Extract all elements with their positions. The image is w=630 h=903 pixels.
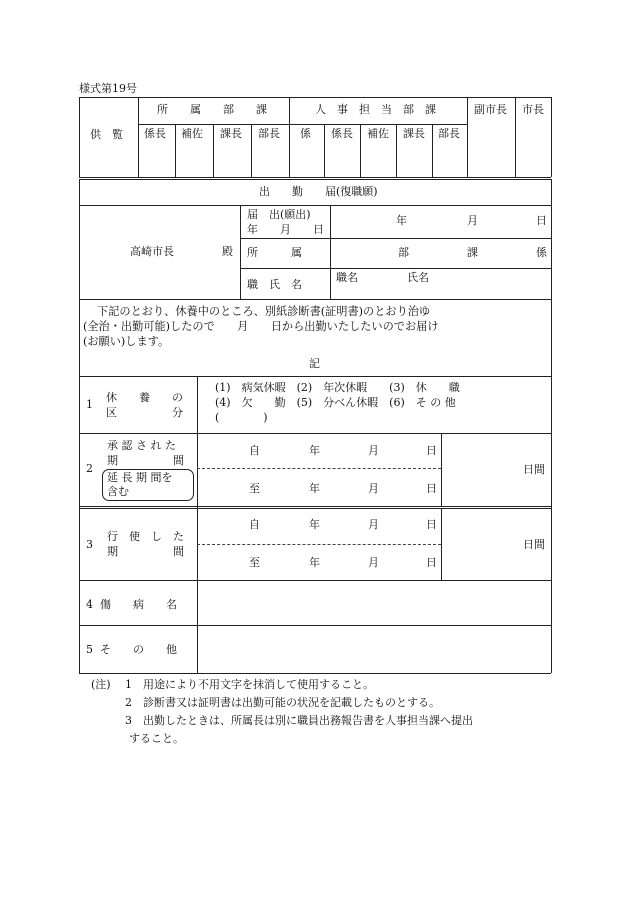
shozoku-col-kakaricho: 係長 xyxy=(144,127,166,140)
note-1-text: 用途により不用文字を抹消して使用すること。 xyxy=(143,678,374,691)
submit-day: 日 xyxy=(536,214,547,227)
ki-label: 記 xyxy=(309,357,320,370)
body-line-2: (全治・出勤可能)したので 月 日から出勤いたしたいのでお届け xyxy=(83,320,439,333)
note-3-text-b: すること。 xyxy=(129,732,184,745)
item-3-from-day: 日 xyxy=(426,518,437,531)
item-1-options-row1: (1) 病気休暇 (2) 年次休暇 (3) 休 職 xyxy=(215,381,460,394)
item-5-number: 5 xyxy=(86,643,93,656)
submit-date-label-2: 年 月 日 xyxy=(247,223,324,236)
shozoku-col-kacho: 課長 xyxy=(220,127,242,140)
jinji-col-kakari: 係 xyxy=(300,127,311,140)
fukushicho-label: 副市長 xyxy=(474,103,507,116)
item-2-to-day: 日 xyxy=(426,482,437,495)
shozoku-ka: 課 xyxy=(467,246,478,259)
approval-bottom-border xyxy=(79,177,551,178)
shozoku-bu: 部 xyxy=(398,246,409,259)
body-line-3: (お願い)します。 xyxy=(83,335,170,348)
notes-prefix: (注) xyxy=(91,678,111,691)
shimei-label: 氏名 xyxy=(407,271,429,284)
item-1-label-a: 休 養 の xyxy=(106,391,183,404)
item-2-from: 自 xyxy=(249,444,260,457)
body-line-1: 下記のとおり、休養中のところ、別紙診断書(証明書)のとおり治ゆ xyxy=(97,305,431,318)
item-3-number: 3 xyxy=(86,538,93,551)
item-2-from-year: 年 xyxy=(309,444,320,457)
item-3-from-month: 月 xyxy=(368,518,379,531)
jinji-col-hosa: 補佐 xyxy=(367,127,389,140)
item-2-to-month: 月 xyxy=(368,482,379,495)
item-2-from-month: 月 xyxy=(368,444,379,457)
addressee-honorific: 殿 xyxy=(222,245,233,258)
submit-date-label-1: 届 出(願出) xyxy=(247,208,311,221)
item-5-label: そ の 他 xyxy=(100,643,177,656)
item-1-label-b: 区 分 xyxy=(106,406,183,419)
item-3-days: 日間 xyxy=(523,538,545,551)
item-3-from-year: 年 xyxy=(309,518,320,531)
note-2-number: 2 xyxy=(125,696,132,709)
shozoku-col-hosa: 補佐 xyxy=(181,127,203,140)
note-2-text: 診断書又は証明書は出勤可能の状況を記載したものとする。 xyxy=(143,696,440,709)
item-4-number: 4 xyxy=(86,598,93,611)
item-2-note-a: 延 長 期 間を xyxy=(107,471,173,484)
item-3-from: 自 xyxy=(249,518,260,531)
note-1-number: 1 xyxy=(125,678,132,691)
approval-top-border xyxy=(79,97,551,98)
addressee-name: 高崎市長 xyxy=(130,245,174,258)
item-2-label-a: 承 認 さ れ た xyxy=(107,439,176,452)
item-3-to-month: 月 xyxy=(368,556,379,569)
shozoku-label: 所 属 xyxy=(247,246,302,259)
item-2-label-b: 期 間 xyxy=(107,454,184,467)
item-2-to-year: 年 xyxy=(309,482,320,495)
shicho-label: 市長 xyxy=(522,103,544,116)
shozoku-col-bucho: 部長 xyxy=(258,127,280,140)
jinji-col-kakaricho: 係長 xyxy=(331,127,353,140)
item-1-options-row2: (4) 欠 勤 (5) 分べん休暇 (6) そ の 他 xyxy=(215,396,456,409)
form-number: 様式第19号 xyxy=(79,82,137,95)
shozoku-kakari: 係 xyxy=(536,246,547,259)
item-1-options-row3: ( ) xyxy=(215,411,268,424)
submit-month: 月 xyxy=(467,214,478,227)
item-3-label-b: 期 間 xyxy=(107,545,184,558)
item-3-to: 至 xyxy=(249,556,260,569)
item-2-number: 2 xyxy=(86,462,93,475)
item-2-to: 至 xyxy=(249,482,260,495)
item-4-label: 傷 病 名 xyxy=(100,598,177,611)
shozoku-header: 所 属 部 課 xyxy=(157,103,267,116)
note-3-number: 3 xyxy=(125,714,132,727)
item-2-from-day: 日 xyxy=(426,444,437,457)
form-title: 出 勤 届(復職願) xyxy=(259,185,378,198)
name-row-label: 職 氏 名 xyxy=(247,278,302,291)
item-3-label-a: 行 使 し た xyxy=(107,530,184,543)
jinji-col-kacho: 課長 xyxy=(403,127,425,140)
approval-mid-line xyxy=(138,124,467,125)
jinji-header: 人 事 担 当 部 課 xyxy=(315,103,436,116)
submit-year: 年 xyxy=(396,214,407,227)
item-3-to-day: 日 xyxy=(426,556,437,569)
item-2-note-b: 含む xyxy=(107,485,129,498)
jinji-col-bucho: 部長 xyxy=(438,127,460,140)
item-3-to-year: 年 xyxy=(309,556,320,569)
shokumei-label: 職名 xyxy=(336,271,358,284)
item-2-days: 日間 xyxy=(523,463,545,476)
item-1-number: 1 xyxy=(86,398,93,411)
note-3-text-a: 出勤したときは、所属長は別に職員出務報告書を人事担当課へ提出 xyxy=(143,714,473,727)
kyoran-label: 供 覧 xyxy=(90,128,123,141)
